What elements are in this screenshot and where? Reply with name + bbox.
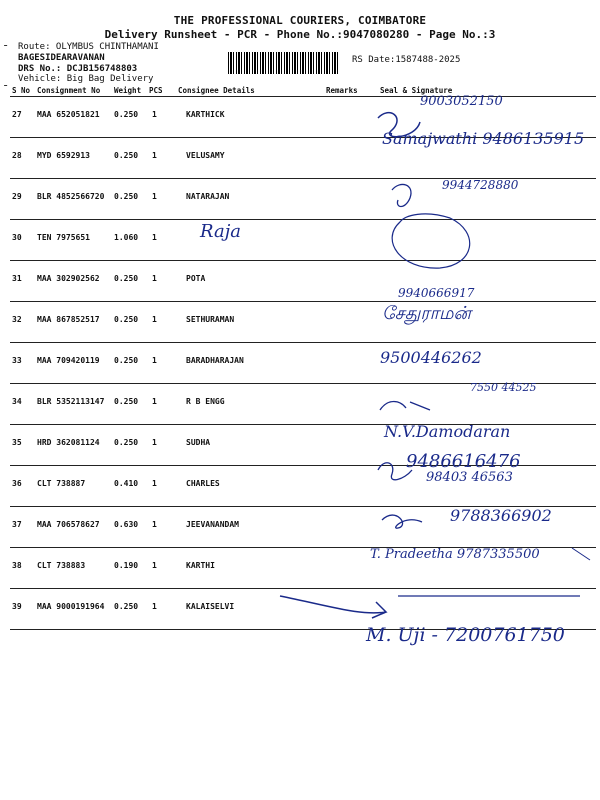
row-consignment: CLT 738883 bbox=[37, 561, 86, 570]
footer-signature: M. Uji - 7200761750 bbox=[366, 624, 565, 646]
row-signature: T. Pradeetha 9787335500 bbox=[370, 547, 540, 562]
row-consignment: MYD 6592913 bbox=[37, 151, 90, 160]
row-consignee: R B ENGG bbox=[186, 397, 225, 406]
row-signature: 9788366902 bbox=[450, 506, 552, 525]
table-row bbox=[10, 178, 596, 219]
row-pcs: 1 bbox=[152, 274, 157, 283]
margin-mark: - bbox=[2, 78, 10, 92]
row-pcs: 1 bbox=[152, 356, 157, 365]
row-consignee: NATARAJAN bbox=[186, 192, 230, 201]
row-weight: 0.250 bbox=[114, 192, 139, 201]
row-sno: 27 bbox=[12, 110, 22, 119]
row-consignment: BLR 4852566720 bbox=[37, 192, 105, 201]
row-weight: 0.250 bbox=[114, 397, 139, 406]
row-pcs: 1 bbox=[152, 561, 157, 570]
row-consignment: BLR 5352113147 bbox=[37, 397, 105, 406]
staff-name: BAGESIDEARAVANAN bbox=[18, 53, 105, 63]
row-consignee: BARADHARAJAN bbox=[186, 356, 244, 365]
row-sno: 32 bbox=[12, 315, 22, 324]
row-signature: Raja bbox=[200, 221, 242, 242]
company-title: THE PROFESSIONAL COURIERS, COIMBATORE bbox=[173, 14, 427, 27]
row-pcs: 1 bbox=[152, 233, 157, 242]
row-weight: 0.250 bbox=[114, 438, 139, 447]
drs-number: DRS No.: DCJB156748803 bbox=[18, 64, 138, 74]
row-signature: சேதுராமன் bbox=[382, 303, 471, 324]
row-consignment: MAA 302902562 bbox=[37, 274, 100, 283]
row-consignee: CHARLES bbox=[186, 479, 220, 488]
row-consignee: VELUSAMY bbox=[186, 151, 225, 160]
signature-extra: 98403 46563 bbox=[426, 470, 513, 485]
row-pcs: 1 bbox=[152, 397, 157, 406]
row-consignee: SETHURAMAN bbox=[186, 315, 235, 324]
row-weight: 0.250 bbox=[114, 274, 139, 283]
row-consignment: HRD 362081124 bbox=[37, 438, 100, 447]
row-pcs: 1 bbox=[152, 110, 157, 119]
row-consignment: MAA 709420119 bbox=[37, 356, 100, 365]
barcode bbox=[228, 52, 340, 74]
row-weight: 1.060 bbox=[114, 233, 139, 242]
row-weight: 0.410 bbox=[114, 479, 139, 488]
table-row bbox=[10, 219, 596, 260]
table-row bbox=[10, 588, 596, 629]
col-consignee: Consignee Details bbox=[178, 86, 255, 95]
row-weight: 0.630 bbox=[114, 520, 139, 529]
row-sno: 30 bbox=[12, 233, 22, 242]
row-signature: 9486616476 bbox=[406, 451, 521, 472]
row-consignment: MAA 652051821 bbox=[37, 110, 100, 119]
row-pcs: 1 bbox=[152, 192, 157, 201]
row-signature: N.V.Damodaran bbox=[384, 422, 511, 441]
col-sno: S No bbox=[12, 86, 31, 95]
row-consignee: SUDHA bbox=[186, 438, 211, 447]
table-row bbox=[10, 383, 596, 424]
row-weight: 0.250 bbox=[114, 151, 139, 160]
row-pcs: 1 bbox=[152, 479, 157, 488]
row-sno: 34 bbox=[12, 397, 22, 406]
row-signature: 9500446262 bbox=[380, 348, 482, 367]
table-row bbox=[10, 342, 596, 383]
vehicle-label: Vehicle: Big Bag Delivery bbox=[18, 74, 154, 84]
runsheet-subtitle: Delivery Runsheet - PCR - Phone No.:9047080280 - Page No.:3 bbox=[104, 28, 496, 41]
row-consignment: MAA 9000191964 bbox=[37, 602, 105, 611]
row-sno: 29 bbox=[12, 192, 22, 201]
row-weight: 0.250 bbox=[114, 315, 139, 324]
table-row bbox=[10, 260, 596, 301]
row-weight: 0.250 bbox=[114, 110, 139, 119]
row-consignment: CLT 738887 bbox=[37, 479, 86, 488]
row-consignment: MAA 867852517 bbox=[37, 315, 100, 324]
row-pcs: 1 bbox=[152, 315, 157, 324]
row-sno: 28 bbox=[12, 151, 22, 160]
col-pcs: PCS bbox=[149, 86, 163, 95]
col-seal: Seal & Signature bbox=[380, 86, 453, 95]
row-consignment: MAA 706578627 bbox=[37, 520, 100, 529]
row-signature: Samajwathi 9486135915 bbox=[382, 129, 585, 148]
col-remarks: Remarks bbox=[326, 86, 358, 95]
row-weight: 0.190 bbox=[114, 561, 139, 570]
row-consignee: KARTHI bbox=[186, 561, 215, 570]
table-row bbox=[10, 301, 596, 342]
route-label: Route: OLYMBUS CHINTHAMANI bbox=[18, 42, 159, 52]
row-signature: 7550 44525 bbox=[470, 381, 537, 394]
row-sno: 38 bbox=[12, 561, 22, 570]
row-weight: 0.250 bbox=[114, 602, 139, 611]
col-consignment: Consignment No bbox=[37, 86, 101, 95]
row-sno: 36 bbox=[12, 479, 22, 488]
row-sno: 35 bbox=[12, 438, 22, 447]
row-consignee: POTA bbox=[186, 274, 206, 283]
row-sno: 37 bbox=[12, 520, 22, 529]
rs-date: RS Date:1587488-2025 bbox=[352, 55, 461, 65]
table-row bbox=[10, 129, 596, 178]
row-consignee: KARTHICK bbox=[186, 110, 225, 119]
row-consignment: TEN 7975651 bbox=[37, 233, 90, 242]
table-row bbox=[10, 547, 596, 588]
row-signature: 9003052150 bbox=[420, 94, 503, 109]
row-pcs: 1 bbox=[152, 151, 157, 160]
margin-mark: - bbox=[2, 38, 10, 52]
row-pcs: 1 bbox=[152, 438, 157, 447]
row-sno: 39 bbox=[12, 602, 22, 611]
col-weight: Weight bbox=[114, 86, 142, 95]
row-consignee: JEEVANANDAM bbox=[186, 520, 239, 529]
row-sno: 33 bbox=[12, 356, 22, 365]
row-signature: 9944728880 bbox=[442, 178, 519, 192]
row-sno: 31 bbox=[12, 274, 22, 283]
row-weight: 0.250 bbox=[114, 356, 139, 365]
row-signature: 9940666917 bbox=[398, 286, 475, 300]
row-pcs: 1 bbox=[152, 520, 157, 529]
row-consignee: KALAISELVI bbox=[186, 602, 235, 611]
row-pcs: 1 bbox=[152, 602, 157, 611]
table-row bbox=[10, 506, 596, 547]
